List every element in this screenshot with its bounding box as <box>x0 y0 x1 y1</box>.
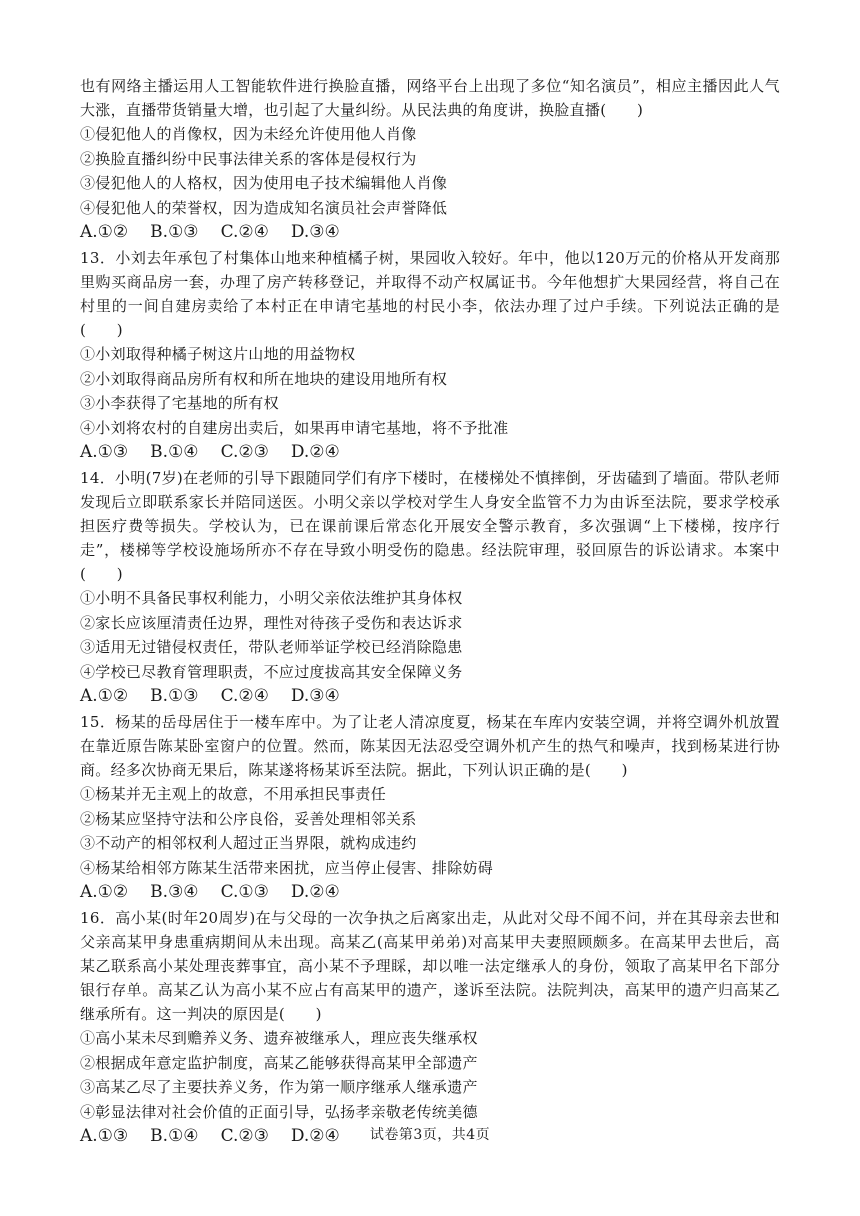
question-stem: 也有网络主播运用人工智能软件进行换脸直播，网络平台上出现了多位“知名演员”，相应主播因此人气大涨，直播带货销量大增，也引起了大量纠纷。从民法典的角度讲，换脸直播( ) <box>80 77 780 119</box>
option-4: ④杨某给相邻方陈某生活带来困扰，应当停止侵害、排除妨碍 <box>80 858 494 877</box>
option-2: ②换脸直播纠纷中民事法律关系的客体是侵权行为 <box>80 149 417 168</box>
question-15 <box>80 710 780 904</box>
option-3: ③适用无过错侵权责任，带队老师举证学校已经消除隐患 <box>80 638 463 656</box>
option-1: ①小明不具备民事权利能力，小明父亲依法维护其身体权 <box>80 589 463 607</box>
option-4: ④小刘将农村的自建房出卖后，如果再申请宅基地，将不予批准 <box>80 418 509 437</box>
question-stem: 15．杨某的岳母居住于一楼车库中。为了让老人清凉度夏，杨某在车库内安装空调，并将空调外机放置在靠近原告陈某卧室窗户的位置。然而，陈某因无法忍受空调外机产生的热气和噪声，找到杨某进行协商。经多次协商无果后，陈某遂将杨某诉至法院。据此，下列认识正确的是( ) <box>80 713 780 779</box>
option-2: ②根据成年意定监护制度，高某乙能够获得高某甲全部遗产 <box>80 1053 478 1072</box>
option-4: ④彰显法律对社会价值的正面引导，弘扬孝亲敬老传统美德 <box>80 1102 478 1121</box>
answer-choices <box>80 440 780 464</box>
question-stem: 16．高小某(时年20周岁)在与父母的一次争执之后离家出走，从此对父母不闻不问，并在其母亲去世和父亲高某甲身患重病期间从未出现。高某乙(高某甲弟弟)对高某甲夫妻照顾颇多。在高某甲去世后，高某乙联系高小某处理丧葬事宜，高小某不予理睬，却以唯一法定继承人的身份，领取了高某甲名下部分银行存单。高某乙认为高小某不应占有高某甲的遗产，遂诉至法院。法院判决，高某甲的遗产归高某乙继承所有。这一判决的原因是( ) <box>80 909 780 1023</box>
question-stem: 14．小明(7岁)在老师的引导下跟随同学们有序下楼时，在楼梯处不慎摔倒，牙齿磕到了墙面。带队老师发现后立即联系家长并陪同送医。小明父亲以学校对学生人身安全监管不力为由诉至法院，要求学校承担医疗费等损失。学校认为，已在课前课后常态化开展安全警示教育，多次强调“上下楼梯，按序行走”，楼梯等学校设施场所亦不存在导致小明受伤的隐患。经法院审理，驳回原告的诉讼请求。本案中( ) <box>80 469 780 583</box>
choice-a: A.①② <box>80 882 129 902</box>
choice-a: A.①② <box>80 686 129 706</box>
option-3: ③侵犯他人的人格权，因为使用电子技术编辑他人肖像 <box>80 174 448 192</box>
choice-a: A.①② <box>80 222 129 242</box>
option-1: ①高小某未尽到赡养义务、遗弃被继承人，理应丧失继承权 <box>80 1029 478 1047</box>
option-4: ④侵犯他人的荣誉权，因为造成知名演员社会声誉降低 <box>80 198 448 217</box>
exam-page <box>80 74 780 1150</box>
choice-b: B.①④ <box>150 442 199 462</box>
option-4: ④学校已尽教育管理职责，不应过度拔高其安全保障义务 <box>80 662 463 681</box>
choice-d: D.③④ <box>290 222 340 242</box>
choice-c: C.②③ <box>220 442 269 462</box>
option-2: ②小刘取得商品房所有权和所在地块的建设用地所有权 <box>80 369 448 388</box>
choice-d: D.③④ <box>290 686 340 706</box>
choice-d: D.②④ <box>290 1126 340 1146</box>
option-1: ①小刘取得种橘子树这片山地的用益物权 <box>80 345 356 363</box>
choice-d: D.②④ <box>290 882 340 902</box>
answer-choices <box>80 220 780 244</box>
option-2: ②杨某应坚持守法和公序良俗，妥善处理相邻关系 <box>80 809 417 828</box>
choice-a: A.①③ <box>80 1126 129 1146</box>
answer-choices <box>80 880 780 904</box>
choice-b: B.①③ <box>150 222 199 242</box>
question-16 <box>80 906 780 1148</box>
choice-c: C.②③ <box>220 1126 269 1146</box>
choice-d: D.②④ <box>290 442 340 462</box>
option-1: ①杨某并无主观上的故意，不用承担民事责任 <box>80 785 387 803</box>
option-1: ①侵犯他人的肖像权，因为未经允许使用他人肖像 <box>80 125 417 143</box>
choice-c: C.②④ <box>220 686 269 706</box>
answer-choices <box>80 684 780 708</box>
option-3: ③不动产的相邻权利人超过正当界限，就构成违约 <box>80 834 417 852</box>
choice-b: B.①④ <box>150 1126 199 1146</box>
question-stem: 13．小刘去年承包了村集体山地来种植橘子树，果园收入较好。年中，他以120万元的价格从开发商那里购买商品房一套，办理了房产转移登记，并取得不动产权属证书。今年他想扩大果园经营，将自己在村里的一间自建房卖给了本村正在申请宅基地的村民小李，依法办理了过户手续。下列说法正确的是( ) <box>80 249 780 339</box>
option-3: ③小李获得了宅基地的所有权 <box>80 394 279 412</box>
page-footer: 试卷第3页，共4页 <box>369 1127 491 1143</box>
choice-a: A.①③ <box>80 442 129 462</box>
choice-c: C.②④ <box>220 222 269 242</box>
choice-c: C.①③ <box>220 882 269 902</box>
question-14 <box>80 466 780 708</box>
question-12 <box>80 74 780 244</box>
choice-b: B.①③ <box>150 686 199 706</box>
choice-b: B.③④ <box>150 882 199 902</box>
question-13 <box>80 246 780 464</box>
option-3: ③高某乙尽了主要扶养义务，作为第一顺序继承人继承遗产 <box>80 1078 478 1096</box>
option-2: ②家长应该厘清责任边界，理性对待孩子受伤和表达诉求 <box>80 613 463 632</box>
